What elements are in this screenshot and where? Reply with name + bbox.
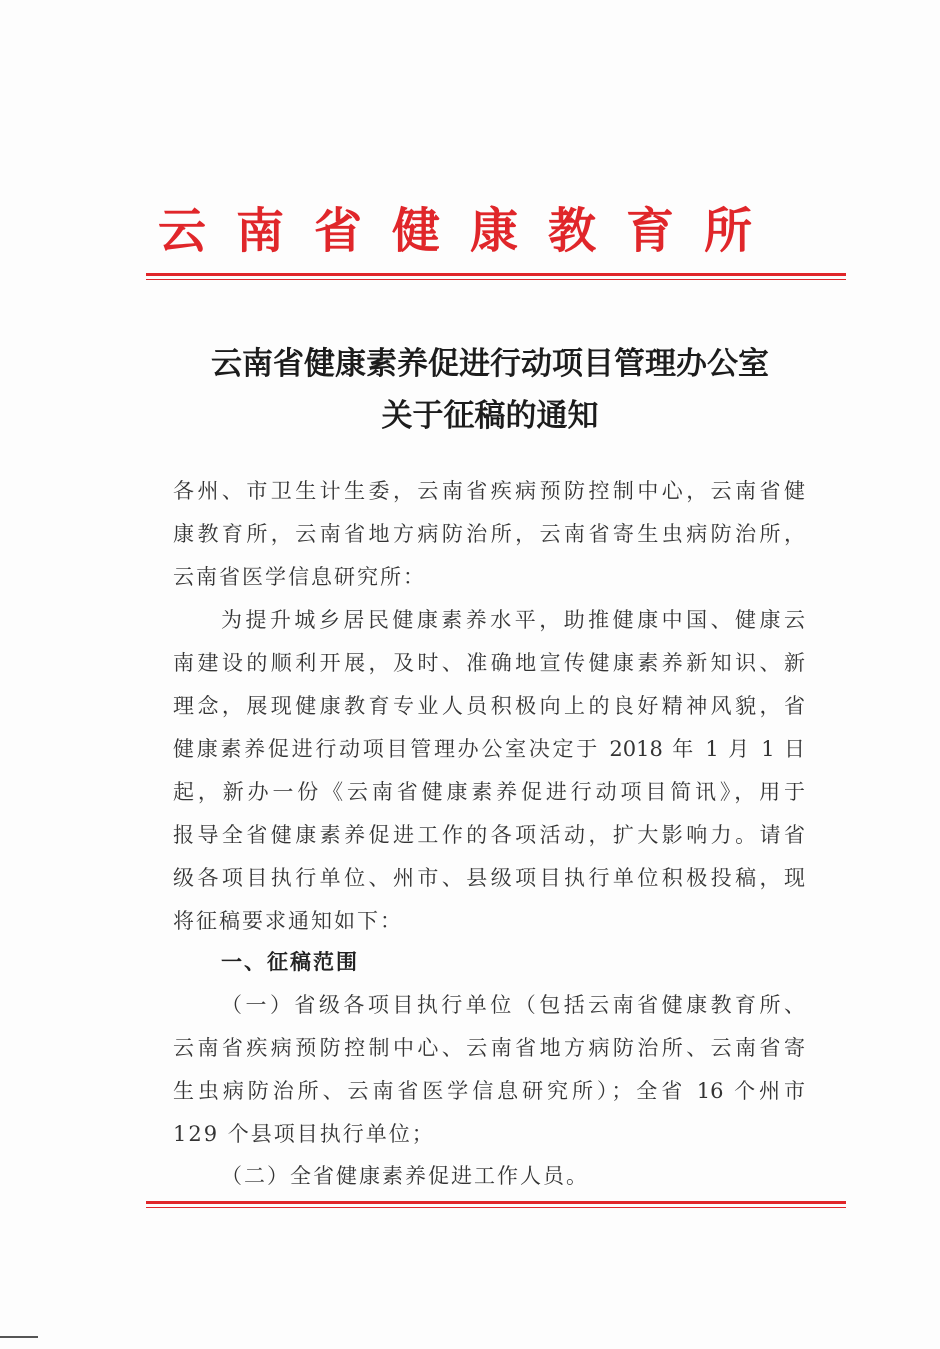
body-line: 将征稿要求通知如下： (173, 909, 403, 933)
body-line: 南建设的顺利开展，及时、准确地宣传健康素养新知识、新 (173, 651, 805, 675)
section-heading: 一、征稿范围 (221, 949, 359, 974)
body-line: 各州、市卫生计生委，云南省疾病预防控制中心，云南省健 (173, 479, 805, 503)
body-line: （二）全省健康素养促进工作人员。 (221, 1164, 589, 1188)
notice-title-line-2: 关于征稿的通知 (381, 398, 599, 434)
body-line: 康教育所，云南省地方病防治所，云南省寄生虫病防治所， (173, 522, 805, 546)
body-line: 起，新办一份《云南省健康素养促进行动项目简讯》，用于 (173, 780, 805, 804)
body-line: 云南省疾病预防控制中心、云南省地方病防治所、云南省寄 (173, 1036, 805, 1060)
body-line: （一）省级各项目执行单位（包括云南省健康教育所、 (221, 993, 805, 1017)
header-red-rule-thick (146, 273, 846, 276)
body-line: 报导全省健康素养促进工作的各项活动，扩大影响力。请省 (173, 823, 805, 847)
body-line: 健康素养促进行动项目管理办公室决定于 2018 年 1 月 1 日 (173, 737, 805, 761)
body-line: 129 个县项目执行单位； (173, 1122, 435, 1146)
body-line: 理念，展现健康教育专业人员积极向上的良好精神风貌，省 (173, 694, 805, 718)
body-line: 级各项目执行单位、州市、县级项目执行单位积极投稿，现 (173, 866, 805, 890)
body-line: 云南省医学信息研究所： (173, 565, 426, 589)
letterhead-org-name: 云南省健康教育所 (157, 203, 782, 259)
notice-title-line-1: 云南省健康素养促进行动项目管理办公室 (211, 346, 769, 382)
body-line: 为提升城乡居民健康素养水平，助推健康中国、健康云 (221, 608, 805, 632)
body-line: 生虫病防治所、云南省医学信息研究所）；全省 16 个州市 (173, 1079, 805, 1103)
footer-red-rule-thick (146, 1201, 846, 1204)
header-red-rule-thin (146, 279, 846, 280)
footer-red-rule-thin (146, 1207, 846, 1208)
scan-edge-mark (0, 1336, 38, 1338)
